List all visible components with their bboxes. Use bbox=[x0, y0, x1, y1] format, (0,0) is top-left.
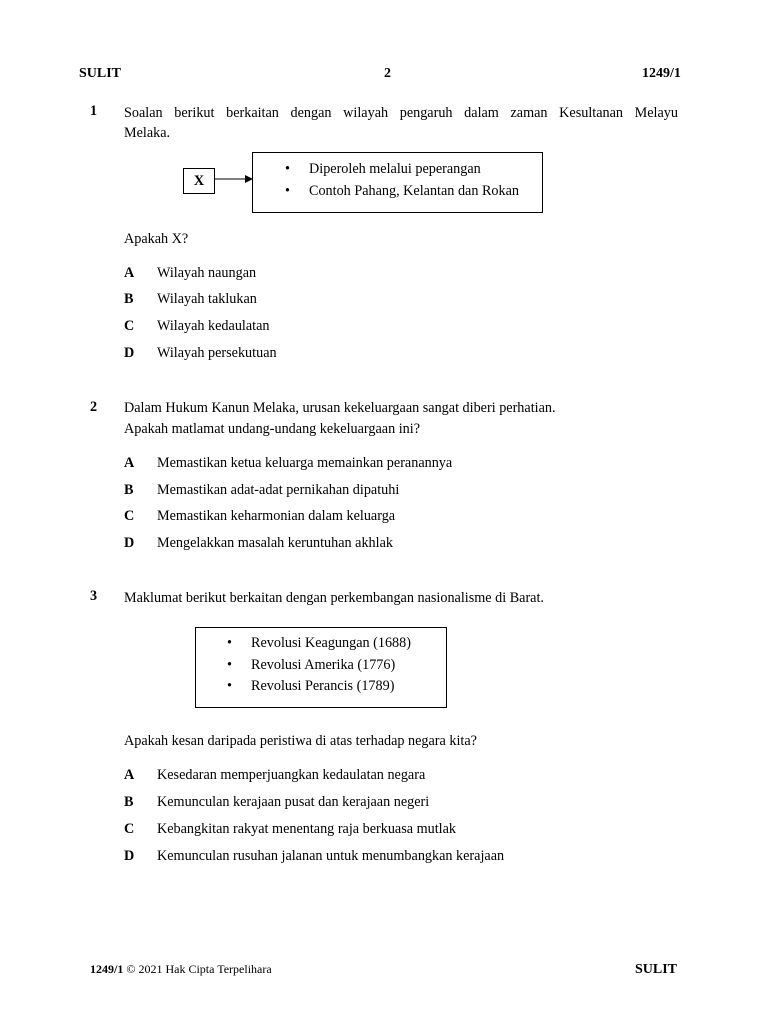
q3-option-d-letter: D bbox=[124, 848, 135, 864]
q1-option-d-text: Wilayah persekutuan bbox=[157, 345, 277, 361]
q2-option-b-text: Memastikan adat-adat pernikahan dipatuhi bbox=[157, 482, 400, 498]
question-1-prompt: Apakah X? bbox=[124, 231, 189, 247]
q2-option-c-text: Memastikan keharmonian dalam keluarga bbox=[157, 508, 396, 524]
q2-option-d-letter: D bbox=[124, 535, 135, 551]
arrow-icon bbox=[215, 172, 255, 186]
question-3-prompt: Apakah kesan daripada peristiwa di atas terhadap negara kita? bbox=[124, 733, 477, 749]
question-3-stem: Maklumat berikut berkaitan dengan perkembangan nasionalisme di Barat. bbox=[124, 590, 544, 606]
question-1-stem-line1: Soalan berikut berkaitan dengan wilayah pengaruh dalam zaman Kesultanan Melayu bbox=[124, 105, 678, 121]
q2-option-b-letter: B bbox=[124, 482, 134, 498]
question-3-bullet: • Revolusi Perancis (1789) bbox=[227, 678, 395, 694]
q1-option-a-text: Wilayah naungan bbox=[157, 265, 257, 281]
q3-option-b-text: Kemunculan kerajaan pusat dan kerajaan negeri bbox=[157, 794, 430, 810]
question-3-info-box bbox=[195, 627, 447, 708]
question-2-stem-line1: Dalam Hukum Kanun Melaka, urusan kekeluargaan sangat diberi perhatian. bbox=[124, 400, 556, 416]
label-x: X bbox=[193, 173, 205, 189]
label-x-box bbox=[183, 168, 215, 194]
q3-option-c-letter: C bbox=[124, 821, 135, 837]
question-3-bullet: • Revolusi Keagungan (1688) bbox=[227, 635, 411, 651]
question-2-stem-line2: Apakah matlamat undang-undang kekeluargaan ini? bbox=[124, 421, 420, 437]
q2-option-c-letter: C bbox=[124, 508, 135, 524]
q3-option-c-text: Kebangkitan rakyat menentang raja berkuasa mutlak bbox=[157, 821, 456, 837]
paper-code: 1249/1 bbox=[642, 66, 681, 81]
q1-option-d-letter: D bbox=[124, 345, 135, 361]
footer-classification: SULIT bbox=[635, 962, 678, 977]
footer-copyright bbox=[90, 962, 272, 977]
footer-code: 1249/1 bbox=[90, 962, 124, 976]
q2-option-d-text: Mengelakkan masalah keruntuhan akhlak bbox=[157, 535, 393, 551]
q3-option-d-text: Kemunculan rusuhan jalanan untuk menumbangkan kerajaan bbox=[157, 848, 505, 864]
q1-option-c-text: Wilayah kedaulatan bbox=[157, 318, 270, 334]
q2-option-a-text: Memastikan ketua keluarga memainkan peranannya bbox=[157, 455, 453, 471]
page-number: 2 bbox=[384, 66, 391, 81]
question-1-number: 1 bbox=[90, 103, 98, 119]
q1-option-a-letter: A bbox=[124, 265, 135, 281]
question-1-stem-line2: Melaka. bbox=[124, 125, 171, 141]
q3-option-b-letter: B bbox=[124, 794, 134, 810]
question-3-number: 3 bbox=[90, 588, 98, 604]
question-1-bullet: • Diperoleh melalui peperangan bbox=[285, 161, 481, 177]
question-1-info-box bbox=[252, 152, 543, 213]
q2-option-a-letter: A bbox=[124, 455, 135, 471]
q3-option-a-text: Kesedaran memperjuangkan kedaulatan negara bbox=[157, 767, 426, 783]
header-left: SULIT bbox=[79, 66, 122, 81]
question-2-number: 2 bbox=[90, 399, 98, 415]
q1-option-c-letter: C bbox=[124, 318, 135, 334]
question-1-bullet: • Contoh Pahang, Kelantan dan Rokan bbox=[285, 182, 520, 199]
q1-option-b-text: Wilayah taklukan bbox=[157, 291, 257, 307]
q3-option-a-letter: A bbox=[124, 767, 135, 783]
footer-copyright-text: © 2021 Hak Cipta Terpelihara bbox=[126, 962, 272, 976]
q1-option-b-letter: B bbox=[124, 291, 134, 307]
question-3-bullet: • Revolusi Amerika (1776) bbox=[227, 656, 396, 673]
